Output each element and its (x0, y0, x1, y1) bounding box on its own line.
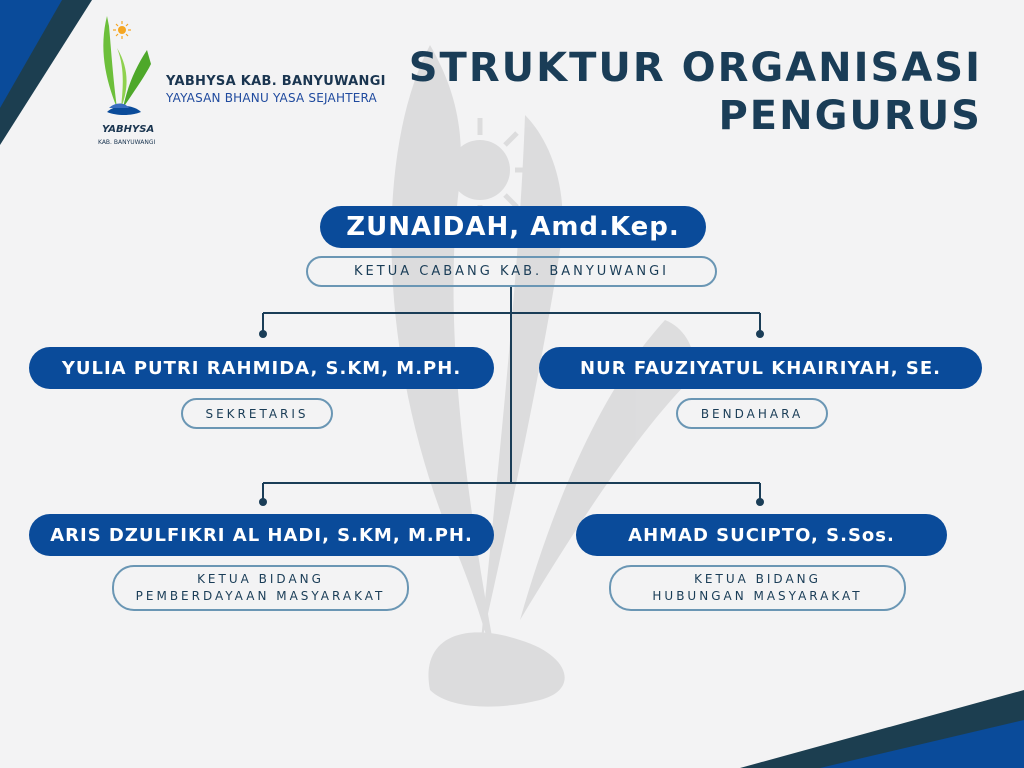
connector-dot-kabid-pemberdayaan (259, 498, 267, 506)
kabid-humas-role-line2: HUBUNGAN MASYARAKAT (652, 589, 863, 603)
organization-name: YABHYSA KAB. BANYUWANGI (166, 74, 386, 89)
page-title-line2: PENGURUS (718, 93, 982, 139)
connector-dot-kabid-humas (756, 498, 764, 506)
kabid-humas-role-label (609, 565, 906, 611)
organization-fullname: YAYASAN BHANU YASA SEJAHTERA (166, 91, 377, 105)
connector-dot-bendahara (756, 330, 764, 338)
org-connectors (263, 287, 760, 502)
ketua-name-pill: ZUNAIDAH, Amd.Kep. (320, 206, 706, 248)
kabid-pemberdayaan-role-line2: PEMBERDAYAAN MASYARAKAT (135, 589, 386, 603)
bendahara-name-pill: NUR FAUZIYATUL KHAIRIYAH, SE. (539, 347, 982, 389)
kabid-pemberdayaan-role-label (112, 565, 409, 611)
sekretaris-role-label: SEKRETARIS (181, 398, 333, 429)
connector-dot-sekretaris (259, 330, 267, 338)
page-title (409, 44, 982, 140)
sekretaris-name-pill: YULIA PUTRI RAHMIDA, S.KM, M.PH. (29, 347, 494, 389)
kabid-humas-name-pill: AHMAD SUCIPTO, S.Sos. (576, 514, 947, 556)
kabid-pemberdayaan-name-pill: ARIS DZULFIKRI AL HADI, S.KM, M.PH. (29, 514, 494, 556)
kabid-pemberdayaan-role-line1: KETUA BIDANG (197, 572, 324, 586)
logo-wordmark-sub: KAB. BANYUWANGI (98, 139, 156, 146)
kabid-humas-role-line1: KETUA BIDANG (694, 572, 821, 586)
ketua-role-label: KETUA CABANG KAB. BANYUWANGI (306, 256, 717, 287)
logo-wordmark: YABHYSA (102, 124, 155, 135)
page-title-line1: STRUKTUR ORGANISASI (408, 45, 982, 91)
bendahara-role-label: BENDAHARA (676, 398, 828, 429)
